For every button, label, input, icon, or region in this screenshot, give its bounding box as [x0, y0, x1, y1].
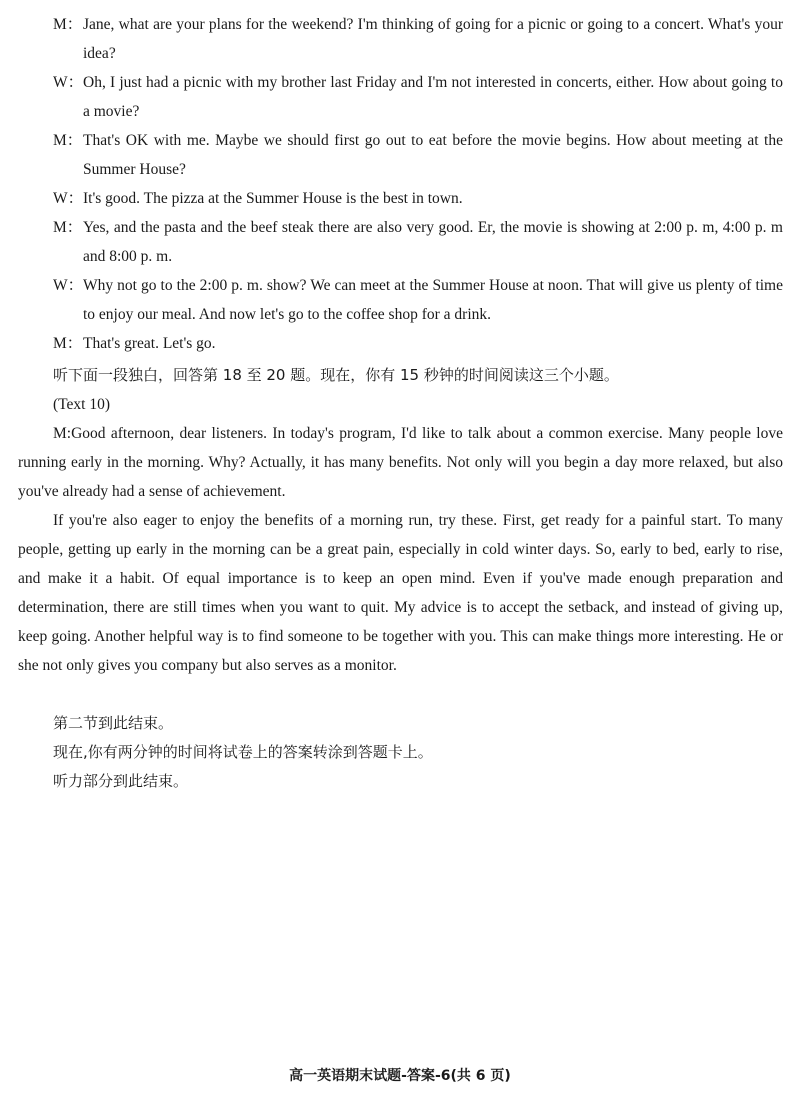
- page-footer: 高一英语期末试题-答案-6(共 6 页): [289, 1068, 511, 1084]
- speaker-label: M：: [53, 335, 83, 352]
- closing-line: 现在,你有两分钟的时间将试卷上的答案转涂到答题卡上。: [53, 743, 433, 761]
- dialogue-text: Why not go to the 2:00 p. m. show? We can meet at the Summer House at noon. That will give us plenty of time to enjoy our meal. And now let's go to the coffee shop for a drink.: [83, 277, 783, 323]
- speaker-label: W：: [53, 74, 84, 91]
- dialogue-line: [53, 68, 783, 126]
- dialogue-line: [53, 10, 783, 68]
- dialogue-text: Oh, I just had a picnic with my brother last Friday and I'm not interested in concerts, either. How about going to a movie?: [83, 74, 783, 120]
- dialogue-line: [53, 271, 783, 329]
- dialogue-line: [53, 126, 783, 184]
- dialogue-text: Yes, and the pasta and the beef steak there are also very good. Er, the movie is showing at 2:00 p. m, 4:00 p. m and 8:00 p. m.: [83, 219, 783, 265]
- section-instruction: 听下面一段独白，回答第 18 至 20 题。现在，你有 15 秒钟的时间阅读这三个小题。: [53, 366, 619, 384]
- dialogue-text: Jane, what are your plans for the weekend? I'm thinking of going for a picnic or going to a concert. What's your idea?: [83, 16, 783, 62]
- closing-line: 听力部分到此结束。: [53, 772, 189, 790]
- speaker-label: W：: [53, 190, 84, 207]
- closing-line: 第二节到此结束。: [53, 714, 174, 732]
- dialogue-text: That's great. Let's go.: [83, 335, 216, 352]
- speaker-label: M：: [53, 132, 83, 149]
- dialogue-text: That's OK with me. Maybe we should first go out to eat before the movie begins. How about meeting at the Summer House?: [83, 132, 783, 178]
- dialogue-text: It's good. The pizza at the Summer House is the best in town.: [83, 190, 463, 207]
- monologue-paragraph: If you're also eager to enjoy the benefits of a morning run, try these. First, get ready for a painful start. To many people, getting up early in the morning can be a great pain, especially in cold winter days. So, early to bed, early to rise, and make it a habit. Of equal importance is to keep an open mind. Even if you've made enough preparation and determination, there are still times when you want to quit. My advice is to accept the setback, and instead of giving up, keep going. Another helpful way is to find someone to be together with you. This can make things more interesting. He or she not only gives you company but also serves as a monitor.: [18, 512, 783, 674]
- speaker-label: W：: [53, 277, 84, 294]
- dialogue-line: [53, 213, 783, 271]
- monologue-paragraph: M:Good afternoon, dear listeners. In today's program, I'd like to talk about a common exercise. Many people love running early in the morning. Why? Actually, it has many benefits. Not only will you begin a day more relaxed, but also you've already had a sense of achievement.: [18, 425, 783, 500]
- dialogue-line: [53, 184, 783, 213]
- text-label: (Text 10): [53, 396, 111, 413]
- dialogue-line: [53, 329, 783, 358]
- speaker-label: M：: [53, 16, 83, 33]
- speaker-label: M：: [53, 219, 83, 236]
